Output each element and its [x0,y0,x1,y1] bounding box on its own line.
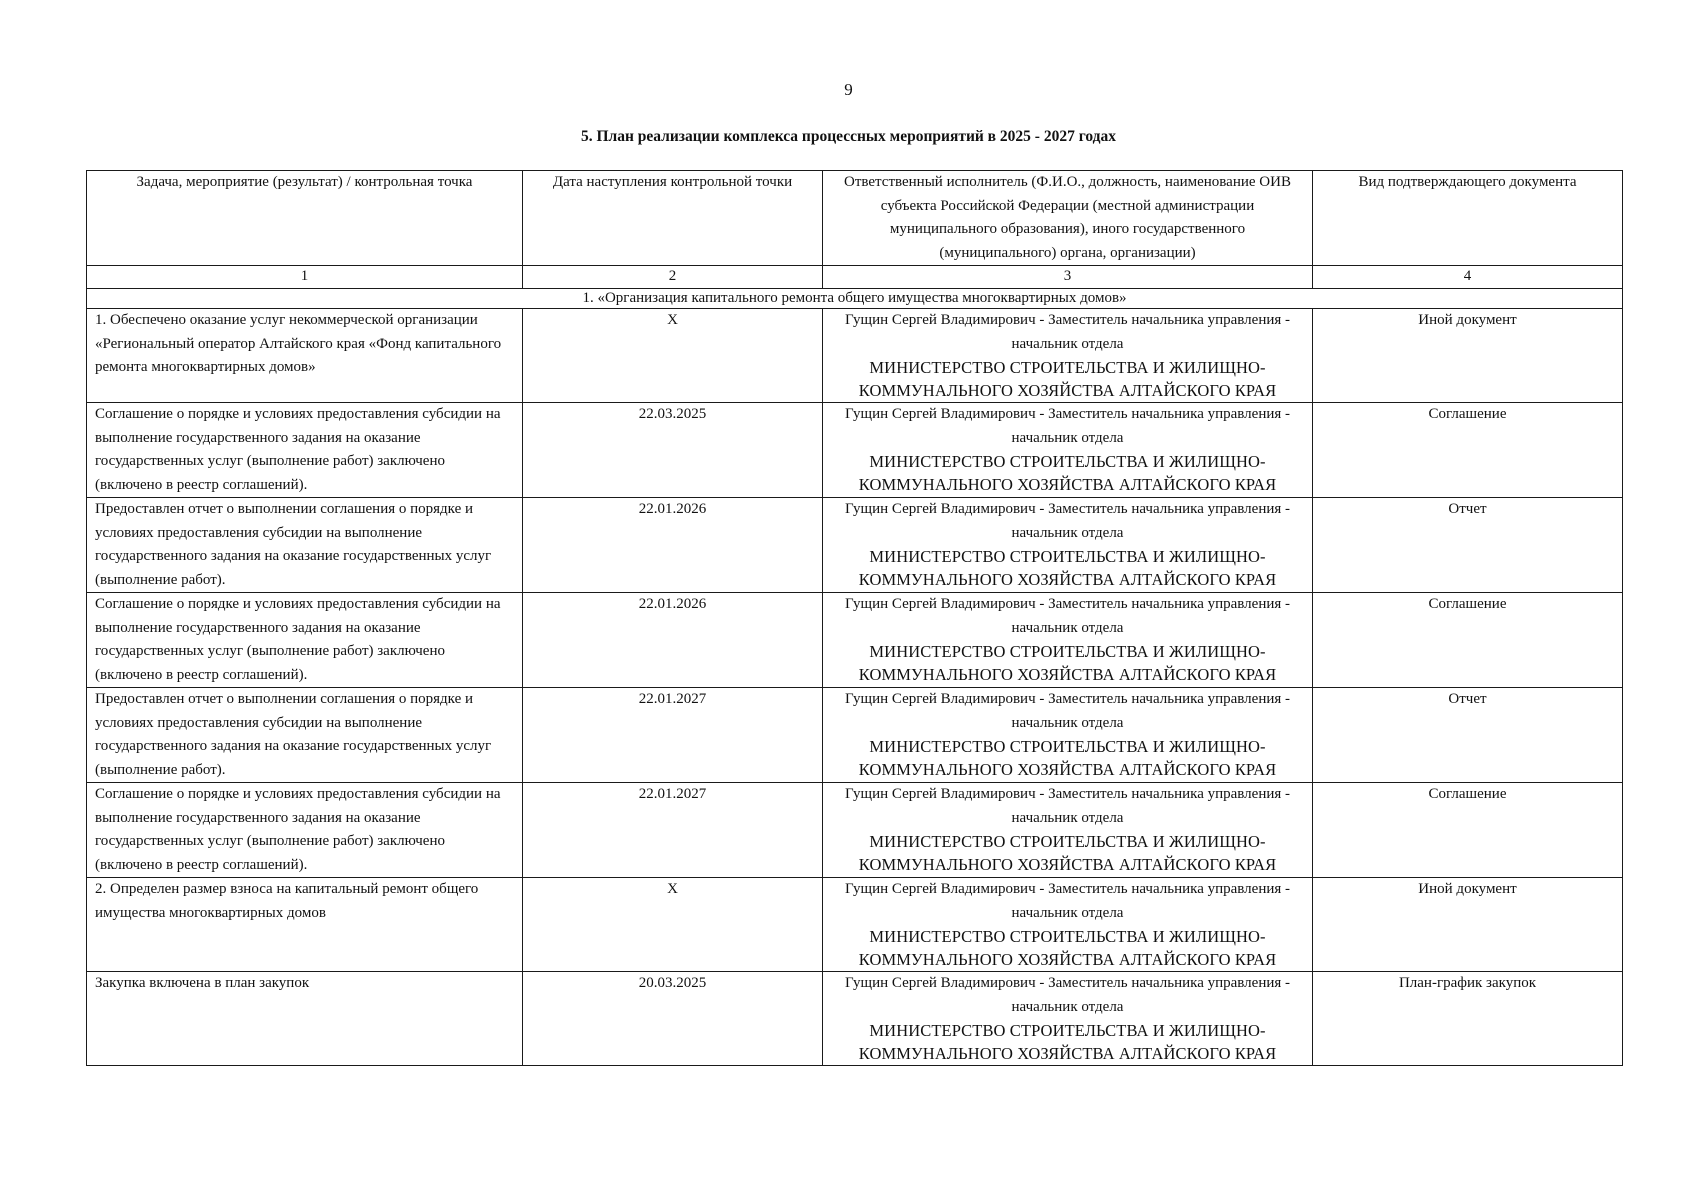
date-cell: 20.03.2025 [523,972,823,1066]
responsible-person: Гущин Сергей Владимирович - Заместитель начальника управления - начальник отдела [844,596,1291,636]
table-row [87,878,1623,972]
responsible-cell [823,688,1313,783]
header-document: Вид подтверждающего документа [1313,171,1623,266]
table-row [87,688,1623,783]
date-cell: 22.01.2027 [523,783,823,878]
responsible-cell [823,593,1313,688]
header-date: Дата наступления контрольной точки [523,171,823,266]
responsible-organization: МИНИСТЕРСТВО СТРОИТЕЛЬСТВА И ЖИЛИЩНО-КОММУНАЛЬНОГО ХОЗЯЙСТВА АЛТАЙСКОГО КРАЯ [858,1021,1277,1063]
column-number: 3 [823,266,1313,289]
responsible-person: Гущин Сергей Владимирович - Заместитель начальника управления - начальник отдела [844,691,1291,731]
responsible-person: Гущин Сергей Владимирович - Заместитель начальника управления - начальник отдела [844,881,1291,921]
document-type-cell: Иной документ [1313,878,1623,972]
responsible-person: Гущин Сергей Владимирович - Заместитель начальника управления - начальник отдела [844,406,1291,446]
table-row [87,783,1623,878]
task-cell: 2. Определен размер взноса на капитальный ремонт общего имущества многоквартирных домов [87,878,523,972]
responsible-organization: МИНИСТЕРСТВО СТРОИТЕЛЬСТВА И ЖИЛИЩНО-КОММУНАЛЬНОГО ХОЗЯЙСТВА АЛТАЙСКОГО КРАЯ [858,452,1277,494]
responsible-cell [823,309,1313,403]
column-number: 2 [523,266,823,289]
document-type-cell: Иной документ [1313,309,1623,403]
responsible-cell [823,498,1313,593]
document-type-cell: Отчет [1313,688,1623,783]
table-row [87,403,1623,498]
date-cell: Х [523,309,823,403]
table-row [87,498,1623,593]
document-type-cell: Соглашение [1313,593,1623,688]
section-title: 1. «Организация капитального ремонта общего имущества многоквартирных домов» [87,289,1623,309]
responsible-person: Гущин Сергей Владимирович - Заместитель начальника управления - начальник отдела [844,501,1291,541]
table-row [87,972,1623,1066]
responsible-organization: МИНИСТЕРСТВО СТРОИТЕЛЬСТВА И ЖИЛИЩНО-КОММУНАЛЬНОГО ХОЗЯЙСТВА АЛТАЙСКОГО КРАЯ [858,737,1277,779]
section-row [87,289,1623,309]
responsible-organization: МИНИСТЕРСТВО СТРОИТЕЛЬСТВА И ЖИЛИЩНО-КОММУНАЛЬНОГО ХОЗЯЙСТВА АЛТАЙСКОГО КРАЯ [858,547,1277,589]
date-cell: 22.01.2026 [523,498,823,593]
responsible-person: Гущин Сергей Владимирович - Заместитель начальника управления - начальник отдела [844,312,1291,352]
task-cell: Соглашение о порядке и условиях предоставления субсидии на выполнение государственного задания на оказание государственных услуг (выполнение работ) заключено (включено в реестр соглашений). [87,783,523,878]
task-cell: Предоставлен отчет о выполнении соглашения о порядке и условиях предоставления субсидии на выполнение государственного задания на оказание государственных услуг (выполнение работ). [87,498,523,593]
responsible-organization: МИНИСТЕРСТВО СТРОИТЕЛЬСТВА И ЖИЛИЩНО-КОММУНАЛЬНОГО ХОЗЯЙСТВА АЛТАЙСКОГО КРАЯ [858,832,1277,874]
page-title: 5. План реализации комплекса процессных мероприятий в 2025 - 2027 годах [580,128,1117,145]
responsible-organization: МИНИСТЕРСТВО СТРОИТЕЛЬСТВА И ЖИЛИЩНО-КОММУНАЛЬНОГО ХОЗЯЙСТВА АЛТАЙСКОГО КРАЯ [858,927,1277,969]
responsible-cell [823,878,1313,972]
table-row [87,593,1623,688]
column-number-row [87,266,1623,289]
header-row [87,171,1623,266]
task-cell: Соглашение о порядке и условиях предоставления субсидии на выполнение государственного задания на оказание государственных услуг (выполнение работ) заключено (включено в реестр соглашений). [87,593,523,688]
responsible-cell [823,972,1313,1066]
page-number: 9 [844,80,853,99]
column-number: 4 [1313,266,1623,289]
task-cell: Закупка включена в план закупок [87,972,523,1066]
table-row [87,309,1623,403]
responsible-organization: МИНИСТЕРСТВО СТРОИТЕЛЬСТВА И ЖИЛИЩНО-КОММУНАЛЬНОГО ХОЗЯЙСТВА АЛТАЙСКОГО КРАЯ [858,642,1277,684]
date-cell: 22.01.2026 [523,593,823,688]
date-cell: 22.03.2025 [523,403,823,498]
header-responsible: Ответственный исполнитель (Ф.И.О., должность, наименование ОИВ субъекта Российской Федерации (местной администрации муниципального образования), иного государственного (муниципального) органа, организации) [823,171,1313,266]
responsible-cell [823,403,1313,498]
responsible-person: Гущин Сергей Владимирович - Заместитель начальника управления - начальник отдела [844,975,1291,1015]
header-task: Задача, мероприятие (результат) / контрольная точка [87,171,523,266]
document-type-cell: План-график закупок [1313,972,1623,1066]
document-type-cell: Соглашение [1313,783,1623,878]
document-type-cell: Соглашение [1313,403,1623,498]
responsible-person: Гущин Сергей Владимирович - Заместитель начальника управления - начальник отдела [844,786,1291,826]
date-cell: Х [523,878,823,972]
task-cell: Предоставлен отчет о выполнении соглашения о порядке и условиях предоставления субсидии на выполнение государственного задания на оказание государственных услуг (выполнение работ). [87,688,523,783]
document-type-cell: Отчет [1313,498,1623,593]
responsible-cell [823,783,1313,878]
date-cell: 22.01.2027 [523,688,823,783]
task-cell: 1. Обеспечено оказание услуг некоммерческой организации «Региональный оператор Алтайского края «Фонд капитального ремонта многоквартирных домов» [87,309,523,403]
task-cell: Соглашение о порядке и условиях предоставления субсидии на выполнение государственного задания на оказание государственных услуг (выполнение работ) заключено (включено в реестр соглашений). [87,403,523,498]
table-body [87,309,1623,1066]
responsible-organization: МИНИСТЕРСТВО СТРОИТЕЛЬСТВА И ЖИЛИЩНО-КОММУНАЛЬНОГО ХОЗЯЙСТВА АЛТАЙСКОГО КРАЯ [858,358,1277,400]
column-number: 1 [87,266,523,289]
plan-table [86,170,1623,1066]
